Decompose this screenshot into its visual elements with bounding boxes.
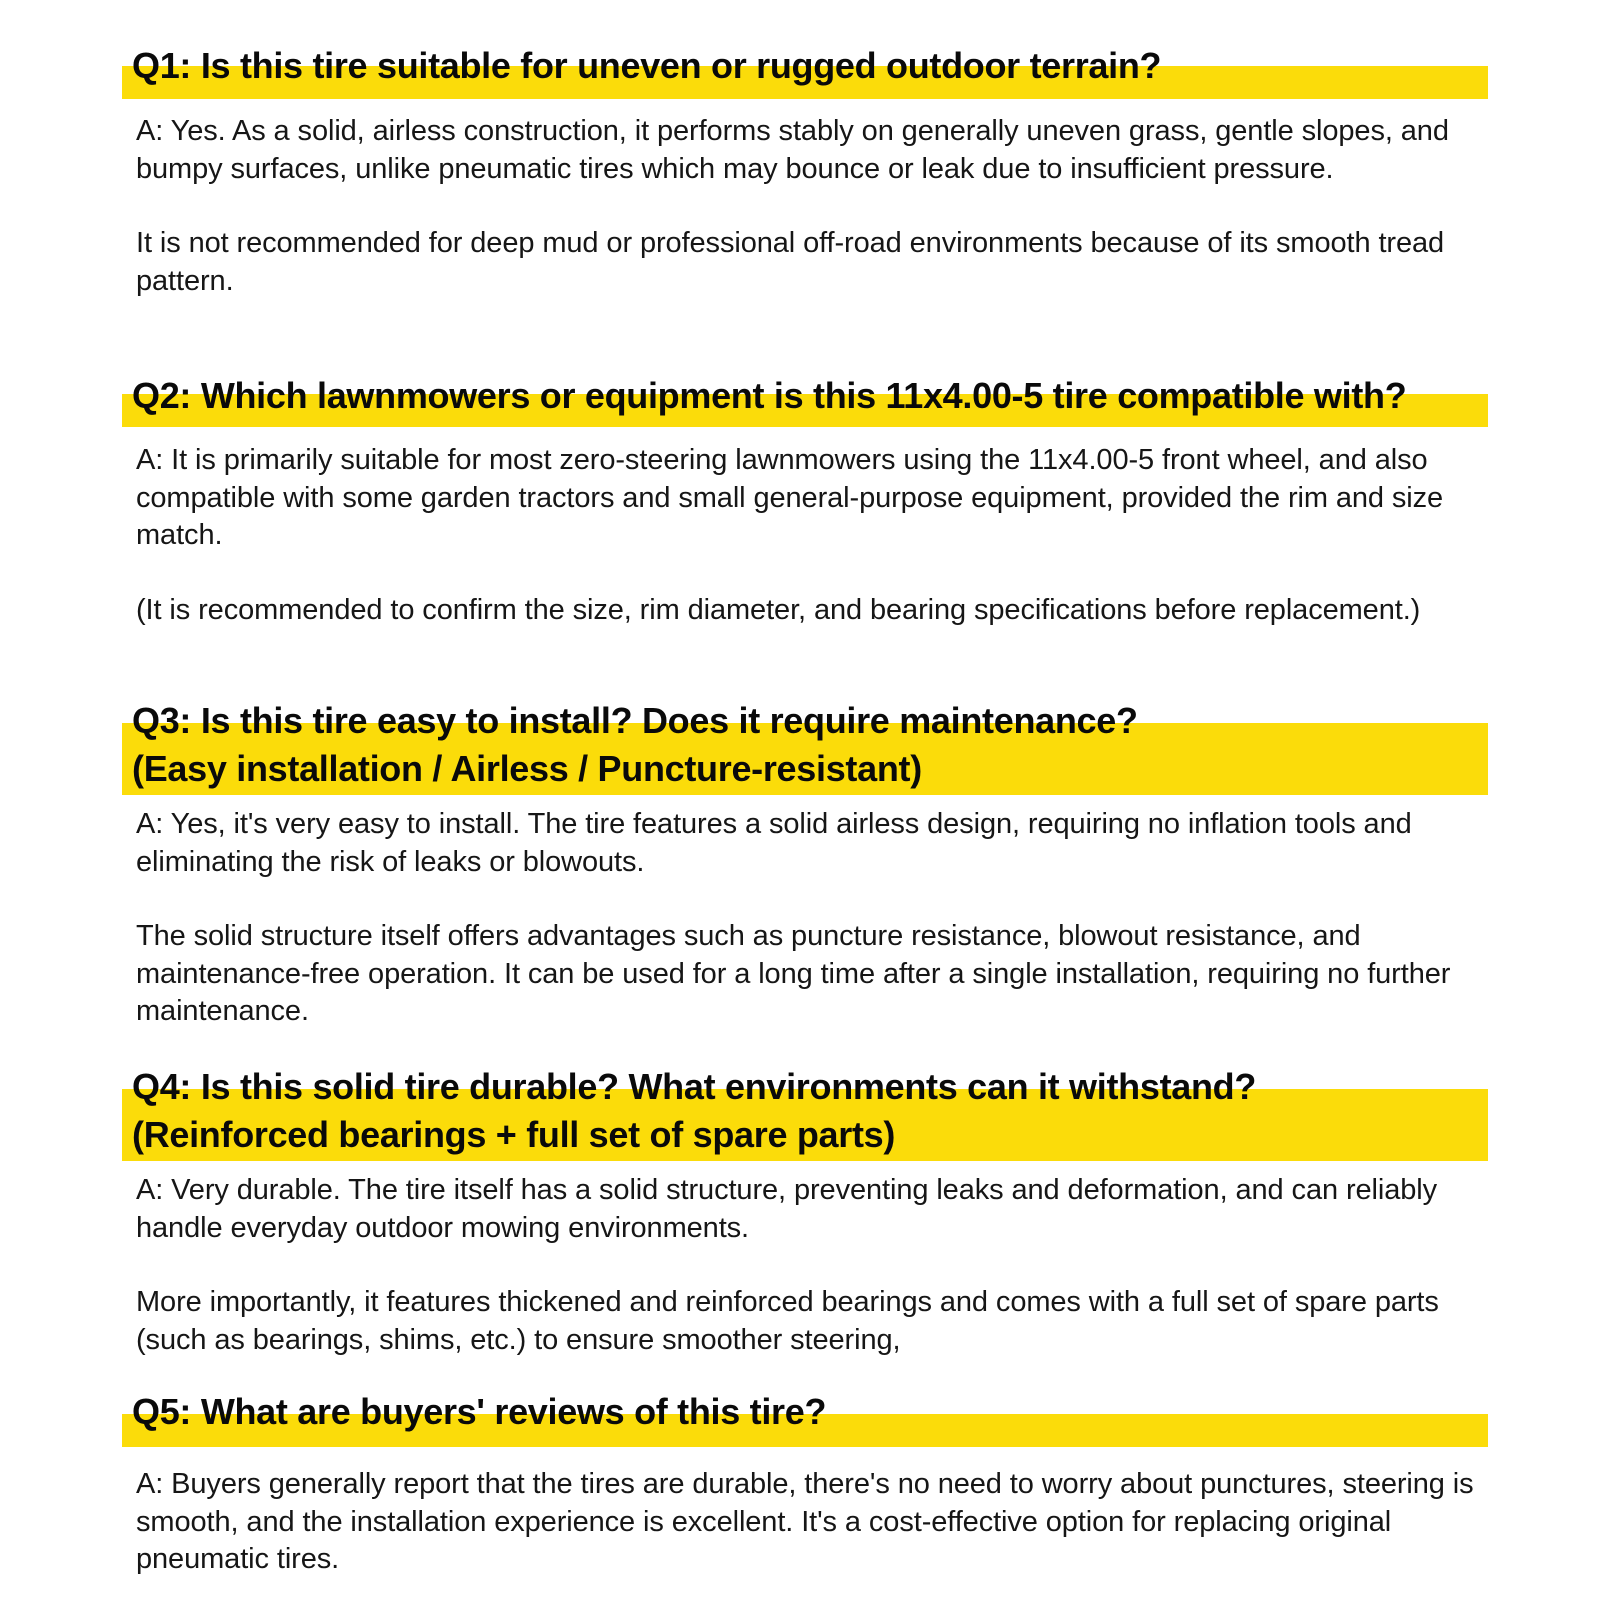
answer-2-paragraph-1: A: It is primarily suitable for most zero-steering lawnmowers using the 11x4.00-5 front wheel, and also compatible with some garden tractors and small general-purpose equipment, provided the rim and size match. <box>136 444 1444 551</box>
question-4-line-1: Q4: Is this solid tire durable? What environments can it withstand? <box>132 1066 1257 1107</box>
question-3-line-1: Q3: Is this tire easy to install? Does it require maintenance? <box>132 700 1138 741</box>
question-2 <box>122 372 1488 420</box>
answer-3 <box>136 806 1486 1031</box>
question-4 <box>122 1063 1488 1159</box>
answer-3-paragraph-2: The solid structure itself offers advantages such as puncture resistance, blowout resistance, and maintenance-free operation. It can be used for a long time after a single installation, requiring no further maintenance. <box>136 920 1451 1027</box>
answer-5-paragraph-1: A: Buyers generally report that the tires are durable, there's no need to worry about punctures, steering is smooth, and the installation experience is excellent. It's a cost-effective option for replacing original pneumatic tires. <box>136 1468 1474 1575</box>
answer-4-paragraph-1: A: Very durable. The tire itself has a solid structure, preventing leaks and deformation, and can reliably handle everyday outdoor mowing environments. <box>136 1174 1438 1244</box>
answer-2-paragraph-2: (It is recommended to confirm the size, rim diameter, and bearing specifications before replacement.) <box>136 593 1421 626</box>
question-1 <box>122 42 1488 90</box>
question-2-line-1: Q2: Which lawnmowers or equipment is this 11x4.00-5 tire compatible with? <box>132 375 1407 416</box>
question-1-line-1: Q1: Is this tire suitable for uneven or rugged outdoor terrain? <box>132 45 1162 86</box>
question-5 <box>122 1388 1488 1436</box>
answer-4-paragraph-2: More importantly, it features thickened and reinforced bearings and comes with a full set of spare parts (such as bearings, shims, etc.) to ensure smoother steering, <box>136 1286 1439 1356</box>
question-3-line-2: (Easy installation / Airless / Puncture-resistant) <box>132 748 922 789</box>
question-4-line-2: (Reinforced bearings + full set of spare parts) <box>132 1114 896 1155</box>
answer-1-paragraph-1: A: Yes. As a solid, airless construction, it performs stably on generally uneven grass, gentle slopes, and bumpy surfaces, unlike pneumatic tires which may bounce or leak due to insufficient pressure. <box>136 115 1449 185</box>
answer-1 <box>136 113 1486 300</box>
answer-2 <box>136 442 1486 629</box>
answer-3-paragraph-1: A: Yes, it's very easy to install. The tire features a solid airless design, requiring no inflation tools and eliminating the risk of leaks or blowouts. <box>136 808 1412 878</box>
answer-4 <box>136 1172 1486 1359</box>
answer-1-paragraph-2: It is not recommended for deep mud or professional off-road environments because of its smooth tread pattern. <box>136 227 1445 297</box>
question-5-line-1: Q5: What are buyers' reviews of this tire? <box>132 1391 827 1432</box>
answer-5 <box>136 1466 1486 1579</box>
question-3 <box>122 697 1488 793</box>
